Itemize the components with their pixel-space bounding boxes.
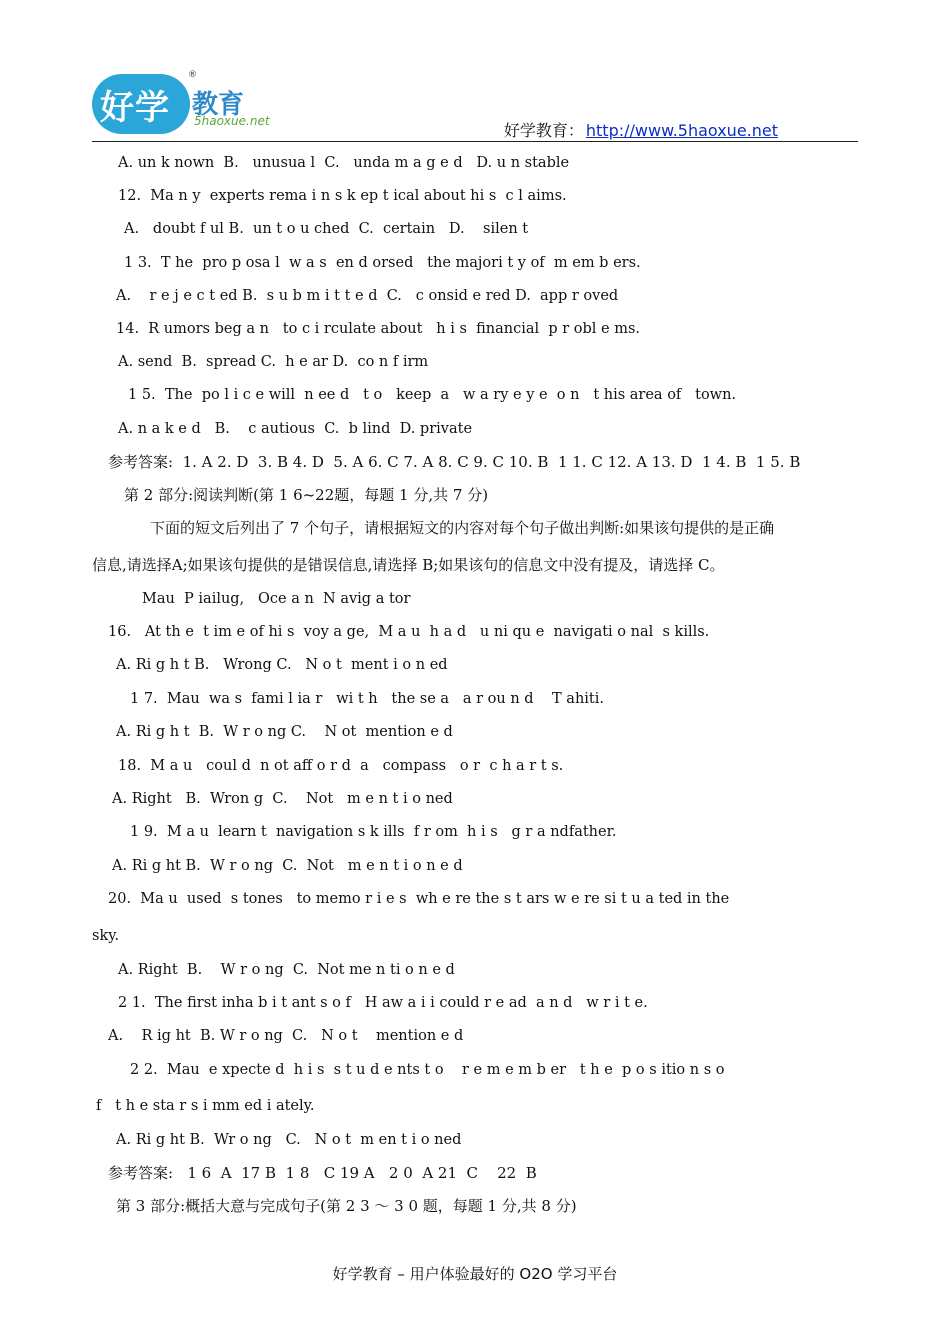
q13-options: A. r e j e c t ed B. s u b m i t t e d C. c onsid e red D. app r oved	[116, 288, 619, 304]
q14-stem: 14. R umors beg a n to c i rculate about h i s financial p r obl e ms.	[116, 321, 641, 337]
logo-registered-mark: ®	[188, 70, 197, 80]
q19-options: A. Ri g ht B. W r o ng C. Not m e n t i o n e d	[112, 858, 463, 874]
logo-domain-text: 5haoxue.net	[194, 114, 270, 128]
q15-stem: 1 5. The po l i c e will n ee d t o keep a w a ry e y e o n t his area of town.	[128, 387, 737, 403]
q22-stem: 2 2. Mau e xpecte d h i s s t u d e nts t o r e m e m b er t h e p o s itio n s o	[130, 1062, 725, 1078]
answer-key-part1: 参考答案: 1. A 2. D 3. B 4. D 5. A 6. C 7. A 8. C 9. C 10. B 1 1. C 12. A 13. D 1 4. B 1 5. B	[108, 453, 801, 471]
logo-main-text: 好学	[100, 88, 170, 128]
q12-stem: 12. Ma n y experts rema i n s k ep t ical about hi s c l aims.	[118, 188, 567, 204]
part3-heading: 第 3 部分:概括大意与完成句子(第 2 3 ～ 3 0 题，每题 1 分,共 8 分)	[116, 1197, 577, 1215]
q17-options: A. Ri g h t B. W r o ng C. N ot mention e d	[116, 724, 453, 740]
q18-options: A. Right B. Wron g C. Not m e n t i o ned	[112, 791, 453, 807]
header-divider	[92, 141, 858, 142]
q22-options: A. Ri g ht B. Wr o ng C. N o t m en t i o ned	[116, 1132, 462, 1148]
logo	[92, 70, 272, 140]
logo-side-text: 教育	[192, 90, 245, 120]
header-site-label: 好学教育：	[503, 121, 584, 140]
q21-options: A. R ig ht B. W r o ng C. N o t mention e d	[108, 1028, 464, 1044]
q14-options: A. send B. spread C. h e ar D. co n f irm	[118, 354, 429, 370]
part2-heading: 第 2 部分:阅读判断(第 1 6~22题，每题 1 分,共 7 分)	[124, 486, 489, 504]
q12-options: A. doubt f ul B. un t o u ched C. certain D. silen t	[124, 221, 529, 237]
part2-instructions-line1: 下面的短文后列出了 7 个句子，请根据短文的内容对每个句子做出判断:如果该句提供的是正确	[150, 519, 775, 537]
q17-stem: 1 7. Mau wa s fami l ia r wi t h the se a a r ou n d T ahiti.	[130, 691, 604, 707]
q11-options: A. un k nown B. unusua l C. unda m a g e d D. u n stable	[118, 155, 570, 171]
q13-stem: 1 3. T he pro p osa l w a s en d orsed the majori t y of m em b ers.	[124, 255, 641, 271]
q21-stem: 2 1. The first inha b i t ant s o f H aw a i i could r e ad a n d w r i t e.	[118, 995, 648, 1011]
part2-instructions-line2: 信息,请选择A;如果该句提供的是错误信息,请选择 B;如果该句的信息文中没有提及，请选择 C。	[92, 556, 725, 574]
header-site-link[interactable]: http://www.5haoxue.net	[585, 121, 778, 140]
q22-stem-continued: f t h e sta r s i mm ed i ately.	[96, 1098, 315, 1114]
passage-title: Mau P iailug, Oce a n N avig a tor	[142, 591, 411, 607]
q20-stem: 20. Ma u used s tones to memo r i e s wh e re the s t ars w e re si t u a ted in the	[108, 891, 730, 907]
q16-options: A. Ri g h t B. Wrong C. N o t ment i o n ed	[116, 657, 448, 673]
q16-stem: 16. At th e t im e of hi s voy a ge, M a u h a d u ni qu e navigati o nal s kills.	[108, 624, 710, 640]
header-site	[504, 118, 778, 141]
q18-stem: 18. M a u coul d n ot aff o r d a compass o r c h a r t s.	[118, 758, 564, 774]
q19-stem: 1 9. M a u learn t navigation s k ills f r om h i s g r a ndfather.	[130, 824, 617, 840]
q20-options: A. Right B. W r o ng C. Not me n ti o n e d	[118, 962, 455, 978]
answer-key-part2: 参考答案: 1 6 A 17 B 1 8 C 19 A 2 0 A 21 C 22 B	[108, 1164, 537, 1182]
q15-options: A. n a k e d B. c autious C. b lind D. private	[118, 421, 473, 437]
page-footer: 好学教育 – 用户体验最好的 O2O 学习平台	[332, 1265, 618, 1283]
q20-stem-continued: sky.	[92, 928, 120, 944]
